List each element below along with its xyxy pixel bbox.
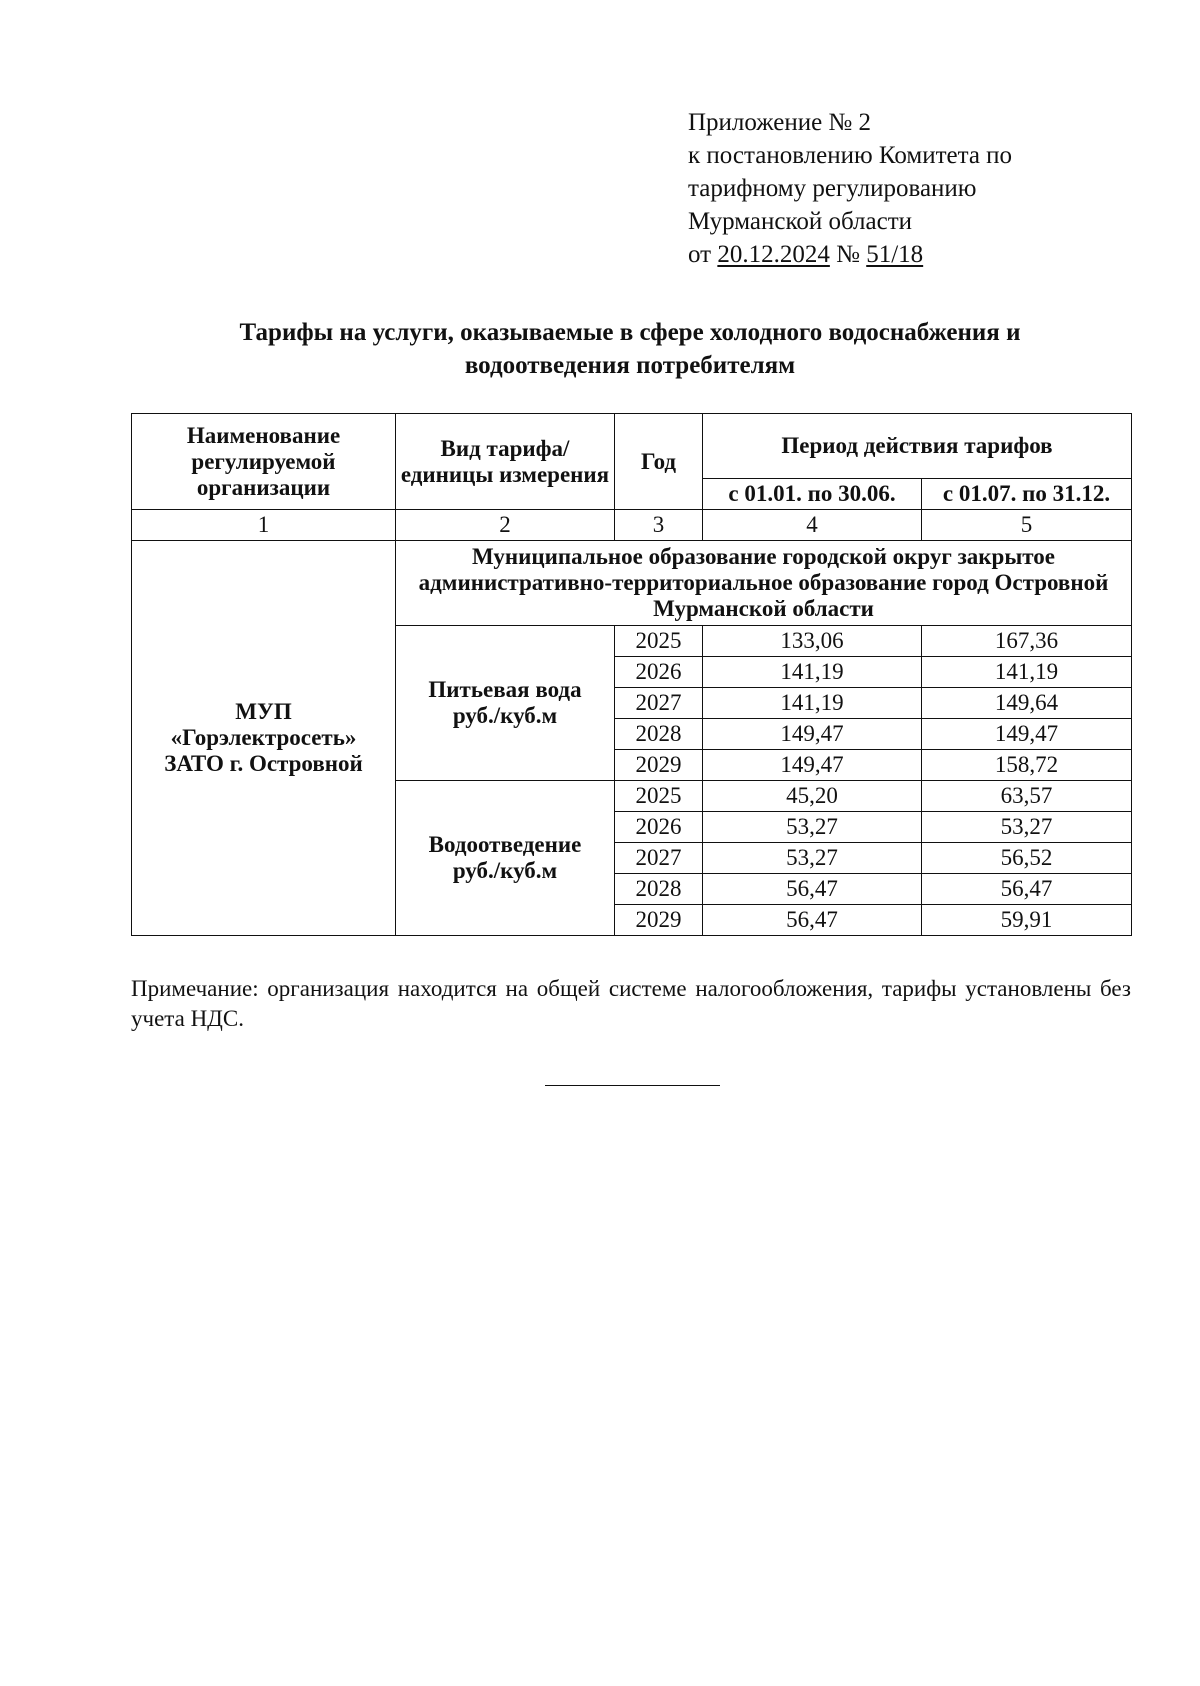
title-line-1: Тарифы на услуги, оказываемые в сфере холодного водоснабжения и (239, 319, 1021, 346)
tariff-h2-cell: 167,36 (922, 626, 1132, 657)
year-cell: 2025 (615, 781, 703, 812)
number-prefix: № (829, 241, 867, 268)
organization-line-3: ЗАТО г. Островной (164, 751, 363, 776)
tariff-h1-cell: 149,47 (703, 719, 922, 750)
end-divider (545, 1085, 720, 1086)
appendix-line-3: тарифному регулированию (688, 175, 977, 202)
year-cell: 2028 (615, 719, 703, 750)
tariff-h1-cell: 141,19 (703, 688, 922, 719)
tariff-h1-cell: 45,20 (703, 781, 922, 812)
tariff-h1-cell: 133,06 (703, 626, 922, 657)
year-cell: 2029 (615, 905, 703, 936)
tariff-h1-cell: 141,19 (703, 657, 922, 688)
tariff-h2-cell: 158,72 (922, 750, 1132, 781)
header-kind: Вид тарифа/единицы измерения (396, 414, 615, 510)
tariff-kind-name: Питьевая вода (428, 677, 582, 702)
column-number: 4 (703, 510, 922, 541)
organization-line-2: «Горэлектросеть» (170, 725, 357, 750)
organization-cell (132, 541, 396, 936)
tariff-h1-cell: 149,47 (703, 750, 922, 781)
column-number: 5 (922, 510, 1132, 541)
decree-number: 51/18 (866, 241, 924, 268)
date-prefix: от (688, 241, 718, 268)
municipality-cell: Муниципальное образование городской округ закрытое административно-территориальное образование город Островной Мурманской области (396, 541, 1132, 626)
organization-line-1: МУП (235, 699, 292, 724)
tariff-h2-cell: 141,19 (922, 657, 1132, 688)
header-period-1: с 01.01. по 30.06. (703, 479, 922, 510)
tariff-h1-cell: 53,27 (703, 843, 922, 874)
tariff-h2-cell: 59,91 (922, 905, 1132, 936)
tariff-kind-wastewater (396, 781, 615, 936)
appendix-title: Приложение № 2 (688, 109, 872, 136)
year-cell: 2026 (615, 657, 703, 688)
year-cell: 2028 (615, 874, 703, 905)
year-cell: 2025 (615, 626, 703, 657)
appendix-line-4: Мурманской области (688, 208, 913, 235)
header-row (132, 414, 1132, 479)
header-period-2: с 01.07. по 31.12. (922, 479, 1132, 510)
tariff-h2-cell: 63,57 (922, 781, 1132, 812)
tariff-h1-cell: 56,47 (703, 905, 922, 936)
header-org: Наименование регулируемой организации (132, 414, 396, 510)
appendix-line-2: к постановлению Комитета по (688, 142, 1013, 169)
year-cell: 2027 (615, 688, 703, 719)
document-title (130, 316, 1130, 382)
year-cell: 2026 (615, 812, 703, 843)
municipality-row (132, 541, 1132, 626)
tariff-h1-cell: 53,27 (703, 812, 922, 843)
footnote: Примечание: организация находится на общей системе налогообложения, тарифы установлены без учета НДС. (131, 976, 1131, 1031)
appendix-date-line (688, 238, 1012, 271)
year-cell: 2027 (615, 843, 703, 874)
appendix-block (688, 106, 1012, 271)
tariff-kind-unit: руб./куб.м (452, 858, 558, 883)
column-number: 2 (396, 510, 615, 541)
column-number: 1 (132, 510, 396, 541)
tariff-kind-unit: руб./куб.м (452, 703, 558, 728)
header-year: Год (615, 414, 703, 510)
year-cell: 2029 (615, 750, 703, 781)
header-period: Период действия тарифов (703, 414, 1132, 479)
tariff-h2-cell: 149,47 (922, 719, 1132, 750)
tariff-h2-cell: 56,52 (922, 843, 1132, 874)
tariff-h2-cell: 149,64 (922, 688, 1132, 719)
tariffs-table (131, 413, 1132, 936)
tariff-h2-cell: 53,27 (922, 812, 1132, 843)
tariff-h2-cell: 56,47 (922, 874, 1132, 905)
title-line-2: водоотведения потребителям (464, 352, 796, 379)
decree-date: 20.12.2024 (717, 241, 830, 268)
tariff-kind-name: Водоотведение (428, 832, 582, 857)
tariff-h1-cell: 56,47 (703, 874, 922, 905)
column-number: 3 (615, 510, 703, 541)
tariff-kind-drinking-water (396, 626, 615, 781)
column-number-row (132, 510, 1132, 541)
